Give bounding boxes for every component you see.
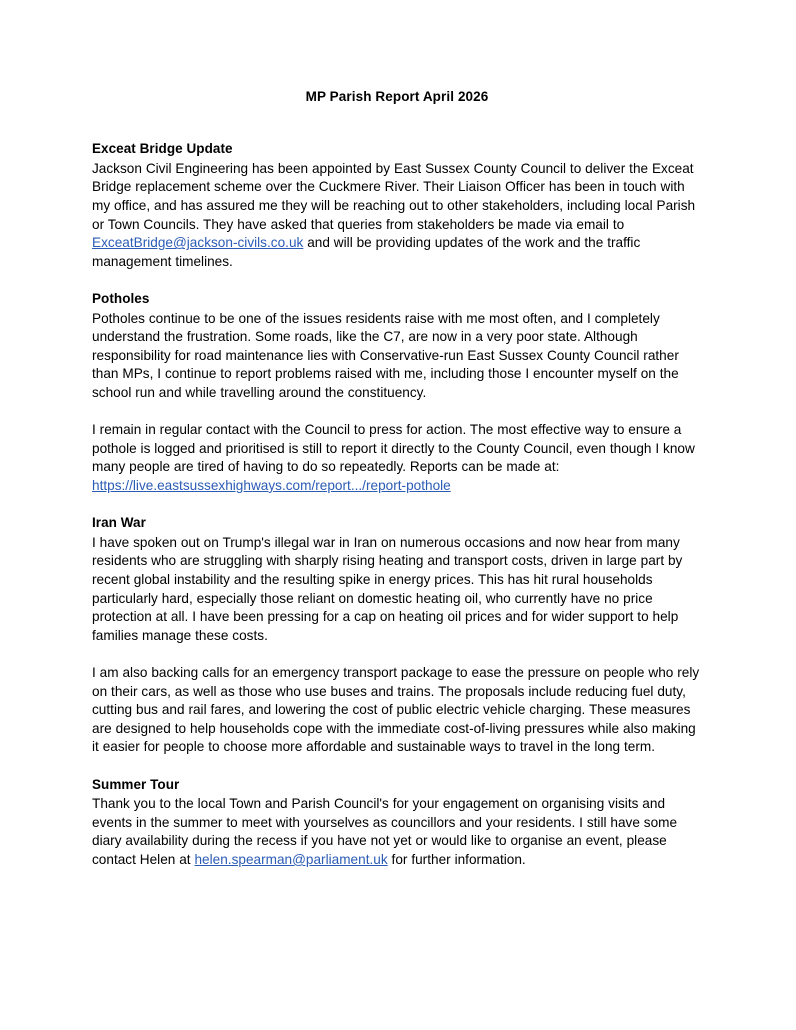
document-section bbox=[92, 776, 702, 870]
section-heading: Exceat Bridge Update bbox=[92, 141, 233, 157]
section-heading: Potholes bbox=[92, 291, 150, 306]
hyperlink[interactable]: helen.spearman@parliament.uk bbox=[194, 851, 388, 867]
document-section bbox=[92, 140, 702, 271]
section-heading: Iran War bbox=[92, 515, 146, 531]
text-run: for further information. bbox=[387, 851, 526, 867]
text-run: Jackson Civil Engineering has been appointed by East Sussex County Council to deliver the Exceat Bridge replacement scheme over the Cuckmere River. Their Liaison Officer has been in touch with my office, and has assured me they will be reaching out to other stakeholders, including local Parish or Town Councils. They have asked that queries from stakeholders be made via email to bbox=[92, 160, 696, 232]
text-run: Thank you to the local Town and Parish Council's for your engagement on organising visits and events in the summer to meet with yourselves as councillors and your residents. I still have some diary availability during the recess if you have not yet or would like to organise an event, please contact Helen at bbox=[92, 796, 678, 867]
body-paragraph bbox=[92, 160, 702, 272]
hyperlink[interactable]: ExceatBridge@jackson-civils.co.uk bbox=[92, 235, 304, 251]
document-section bbox=[92, 514, 702, 757]
section-heading: Summer Tour bbox=[92, 776, 180, 792]
page-title: MP Parish Report April 2026 bbox=[305, 89, 489, 104]
body-paragraph bbox=[92, 795, 702, 869]
body-paragraph bbox=[92, 534, 702, 646]
document-body bbox=[92, 88, 702, 870]
text-run: Potholes continue to be one of the issues residents raise with me most often, and I completely understand the frustration. Some roads, like the C7, are now in a very poor state. Although responsibility for road maintenance lies with Conservative-run East Sussex County Council rather than MPs, I continue to report problems raised with me, including those I encounter myself on the school run and while travelling around the constituency. bbox=[92, 310, 679, 400]
body-paragraph bbox=[92, 664, 702, 757]
body-paragraph bbox=[92, 421, 702, 495]
document-sections bbox=[92, 140, 702, 869]
text-run: and will be providing updates of the work and the traffic management timelines. bbox=[92, 235, 641, 269]
document-section bbox=[92, 290, 702, 496]
text-run: I remain in regular contact with the Council to press for action. The most effective way to ensure a pothole is logged and prioritised is still to report it directly to the County Council, even though I know many people are tired of having to do so repeatedly. Reports can be made at: bbox=[92, 422, 695, 475]
hyperlink[interactable]: https://live.eastsussexhighways.com/report.../report-pothole bbox=[92, 477, 451, 493]
text-run: I have spoken out on Trump's illegal war in Iran on numerous occasions and now hear from many residents who are struggling with sharply rising heating and transport costs, driven in large part by recent global instability and the resulting spike in energy prices. This has hit rural households particularly hard, especially those reliant on domestic heating oil, who currently have no price protection at all. I have been pressing for a cap on heating oil prices and for wider support to help families manage these costs. bbox=[92, 534, 683, 643]
body-paragraph bbox=[92, 310, 702, 403]
text-run: I am also backing calls for an emergency transport package to ease the pressure on people who rely on their cars, as well as those who use buses and trains. The proposals include reducing fuel duty, cutting bus and rail fares, and lowering the cost of public electric vehicle charging. These measures are designed to help households cope with the immediate cost-of-living pressures while also making it easier for people to choose more affordable and sustainable ways to travel in the long term. bbox=[92, 664, 700, 755]
